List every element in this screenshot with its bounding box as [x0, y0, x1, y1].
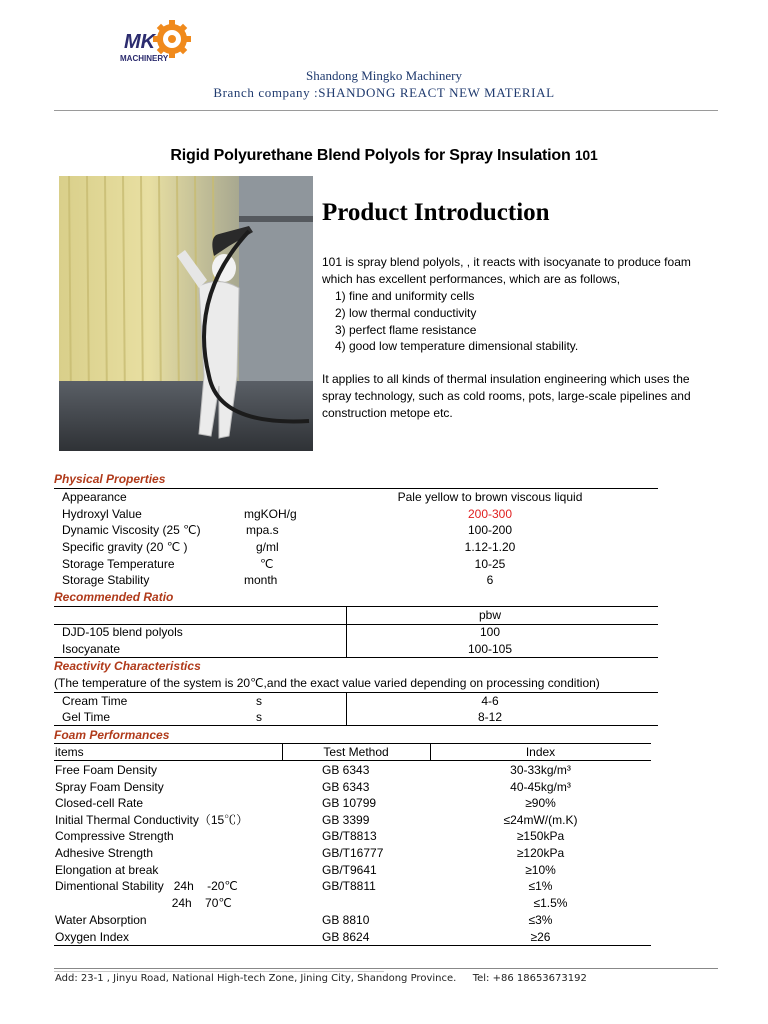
- physical-properties-heading: Physical Properties: [54, 472, 166, 486]
- foam-item: Free Foam Density: [55, 763, 158, 777]
- application-paragraph: It applies to all kinds of thermal insulation engineering which uses the spray technology, such as cold rooms, pots, large-scale pipelines and construction metope etc.: [322, 372, 691, 420]
- ratio-name: Isocyanate: [62, 642, 121, 656]
- feature-item: 1) fine and uniformity cells: [335, 289, 475, 303]
- foam-item: Dimentional Stability 24h -20℃: [55, 879, 238, 893]
- property-name: Dynamic Viscosity (25 ℃): [62, 523, 201, 537]
- property-unit: mgKOH/g: [244, 506, 297, 521]
- ratio-unit-header: pbw: [478, 608, 501, 622]
- property-name: Appearance: [62, 490, 127, 504]
- column-header-method: Test Method: [323, 745, 389, 759]
- foam-item: Elongation at break: [55, 862, 159, 877]
- footer-address: Add: 23-1 , Jinyu Road, National High-tech Zone, Jining City, Shandong Province.: [55, 973, 457, 984]
- footer-contact: [55, 973, 587, 984]
- footer-divider-secondary: [54, 971, 384, 972]
- table-rule: [54, 725, 658, 726]
- feature-item: 4) good low temperature dimensional stability.: [335, 339, 579, 354]
- reactivity-value: 8-12: [477, 710, 503, 724]
- company-logo: [118, 18, 202, 68]
- foam-method: GB/T8811: [322, 879, 376, 893]
- recommended-ratio-heading: Recommended Ratio: [54, 590, 174, 604]
- property-unit: month: [244, 573, 278, 587]
- spray-insulation-photo: [59, 176, 313, 451]
- column-header-items: items: [55, 745, 84, 759]
- foam-index: ≥10%: [525, 862, 556, 877]
- foam-index: ≥90%: [525, 796, 556, 810]
- foam-item: 24h 70℃: [55, 895, 232, 910]
- reactivity-unit: s: [256, 710, 262, 724]
- foam-method: GB/T9641: [322, 862, 377, 877]
- table-rule: [54, 760, 651, 761]
- property-value: 10-25: [474, 556, 506, 571]
- foam-item: Adhesive Strength: [55, 846, 154, 860]
- property-name: Storage Temperature: [62, 556, 175, 571]
- property-name: Storage Stability: [62, 573, 150, 587]
- foam-index: 30-33kg/m³: [510, 763, 571, 777]
- foam-index: ≥26: [530, 929, 551, 944]
- foam-method: GB 6343: [322, 779, 370, 794]
- foam-index: ≥120kPa: [516, 846, 565, 860]
- table-divider: [346, 606, 347, 657]
- footer-tel: Tel: +86 18653673192: [472, 973, 587, 984]
- property-unit: g/ml: [256, 540, 279, 554]
- property-name: Hydroxyl Value: [62, 506, 142, 521]
- foam-method: GB 8624: [322, 929, 370, 944]
- document-title: [0, 147, 768, 165]
- feature-item: 3) perfect flame resistance: [335, 322, 477, 337]
- property-value: 6: [486, 573, 494, 587]
- foam-method: GB/T16777: [322, 846, 384, 860]
- foam-index: ≥150kPa: [516, 829, 565, 843]
- logo-text: MK: [124, 31, 156, 53]
- property-value: Pale yellow to brown viscous liquid: [397, 490, 583, 504]
- ratio-name: DJD-105 blend polyols: [62, 625, 183, 639]
- foam-method: GB/T8813: [322, 829, 377, 843]
- foam-performances-heading: Foam Performances: [54, 728, 170, 742]
- product-introduction-heading: Product Introduction: [322, 199, 550, 226]
- foam-item: Oxygen Index: [55, 929, 130, 944]
- ratio-value: 100-105: [467, 642, 513, 656]
- foam-index: ≤1%: [528, 879, 553, 893]
- column-header-index: Index: [525, 745, 556, 759]
- branch-company: Branch company :SHANDONG REACT NEW MATERIAL: [213, 85, 555, 100]
- reactivity-note: (The temperature of the system is 20℃,and the exact value varied depending on processing condition): [54, 676, 600, 690]
- property-value: 100-200: [467, 523, 513, 537]
- table-rule: [54, 657, 658, 658]
- foam-index: ≤1.5%: [533, 895, 568, 910]
- foam-item: Closed-cell Rate: [55, 796, 144, 810]
- property-name: Specific gravity (20 ℃ ): [62, 540, 188, 554]
- foam-method: GB 6343: [322, 763, 370, 777]
- product-code: 101: [574, 147, 598, 163]
- reactivity-name: Gel Time: [62, 710, 111, 724]
- foam-method: GB 8810: [322, 912, 370, 927]
- property-unit: mpa.s: [246, 523, 279, 537]
- foam-item: Water Absorption: [55, 912, 147, 927]
- header-divider: [54, 110, 718, 111]
- table-divider: [346, 692, 347, 725]
- logo-subtext: MACHINERY: [120, 54, 169, 63]
- gear-icon: [153, 20, 191, 58]
- ratio-value: 100: [479, 625, 501, 639]
- foam-method: GB 10799: [322, 796, 377, 810]
- feature-item: 2) low thermal conductivity: [335, 305, 477, 320]
- reactivity-name: Cream Time: [62, 694, 128, 708]
- table-rule: [54, 945, 651, 946]
- foam-index: 40-45kg/m³: [510, 779, 571, 794]
- foam-item: Initial Thermal Conductivity（15℃）: [55, 812, 249, 827]
- company-name: Shandong Mingko Machinery: [306, 68, 462, 83]
- feature-list: [335, 288, 578, 355]
- foam-index: ≤3%: [528, 912, 553, 927]
- foam-item: Compressive Strength: [55, 829, 174, 843]
- reactivity-unit: s: [256, 694, 262, 708]
- property-value: 1.12-1.20: [464, 540, 516, 554]
- footer-divider: [54, 968, 718, 969]
- reactivity-heading: Reactivity Characteristics: [54, 659, 201, 673]
- property-unit: ℃: [260, 556, 274, 571]
- property-value: 200-300: [467, 506, 513, 521]
- reactivity-value: 4-6: [481, 694, 499, 708]
- foam-method: GB 3399: [322, 812, 370, 827]
- intro-paragraph: 101 is spray blend polyols, , it reacts with isocyanate to produce foam which has excellent performances, which are as follows,: [322, 255, 691, 286]
- foam-item: Spray Foam Density: [55, 779, 164, 794]
- title-text: Rigid Polyurethane Blend Polyols for Spray Insulation: [170, 147, 571, 164]
- foam-index: ≤24mW/(m.K): [503, 812, 578, 827]
